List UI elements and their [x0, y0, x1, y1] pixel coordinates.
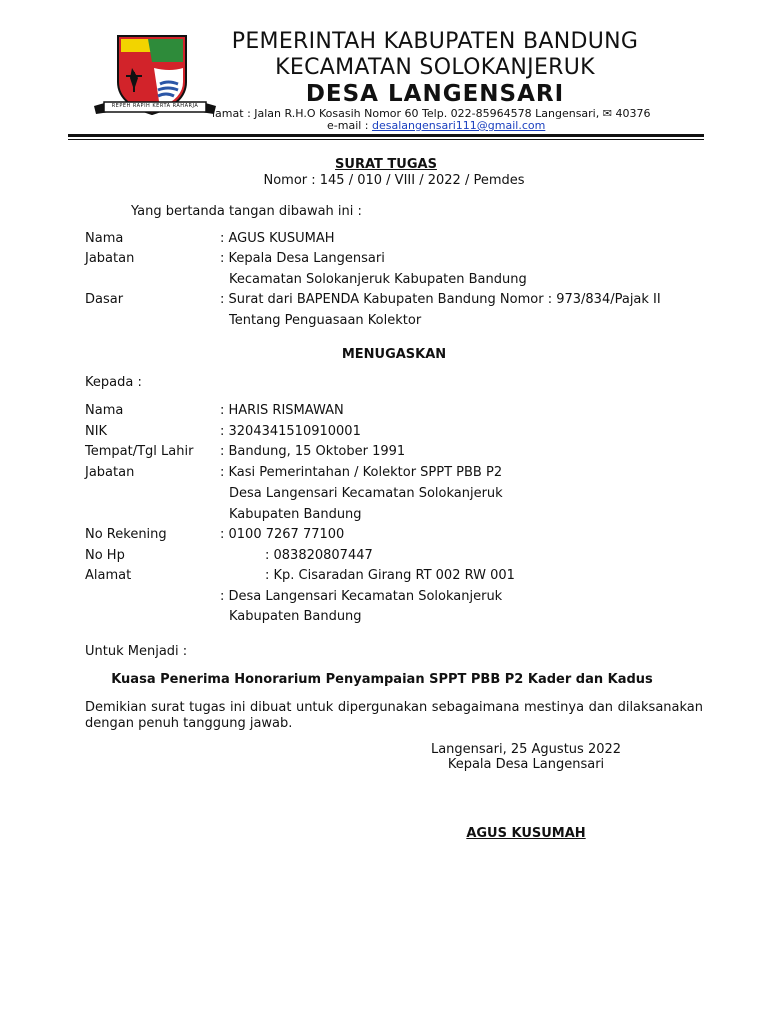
- assigns-heading: MENUGASKAN: [341, 347, 447, 362]
- basis-label: Dasar: [85, 292, 124, 307]
- purpose-label: Untuk Menjadi :: [85, 644, 188, 659]
- assignee-account-value: : 0100 7267 77100: [220, 527, 345, 542]
- assignee-birth-label: Tempat/Tgl Lahir: [85, 444, 194, 459]
- assignee-account-label: No Rekening: [85, 527, 167, 542]
- logo-motto: REPEH RAPIH KERTA RAHARJA: [111, 103, 199, 109]
- assignee-birth-value: : Bandung, 15 Oktober 1991: [220, 444, 406, 459]
- letter-number: Nomor : 145 / 010 / VIII / 2022 / Pemdes: [263, 173, 525, 188]
- letterhead-address: lamat : Jalan R.H.O Kosasih Nomor 60 Telp. 022-85964578 Langensari, ✉ 40376: [212, 107, 651, 120]
- signer-position-value-2: Kecamatan Solokanjeruk Kabupaten Bandung: [229, 272, 527, 287]
- letter-heading: SURAT TUGAS: [335, 157, 437, 172]
- assignee-position-label: Jabatan: [85, 465, 135, 480]
- signer-position-value-1: : Kepala Desa Langensari: [220, 251, 385, 266]
- signature-place-date: Langensari, 25 Agustus 2022: [430, 742, 622, 757]
- assignee-address-value-3: Kabupaten Bandung: [229, 609, 362, 624]
- assignee-position-value-3: Kabupaten Bandung: [229, 507, 362, 522]
- signer-name-label: Nama: [85, 231, 124, 246]
- email-link[interactable]: desalangensari111@gmail.com: [372, 119, 546, 132]
- basis-value-2: Tentang Penguasaan Kolektor: [229, 313, 422, 328]
- assignee-position-value-2: Desa Langensari Kecamatan Solokanjeruk: [229, 486, 503, 501]
- letterhead-government: PEMERINTAH KABUPATEN BANDUNG: [231, 29, 639, 54]
- closing-paragraph: Demikian surat tugas ini dibuat untuk dipergunakan sebagaimana mestinya dan dilaksanakan dengan penuh tanggung jawab.: [85, 700, 703, 731]
- email-label: e-mail :: [327, 119, 373, 132]
- assignee-address-value-1: : Kp. Cisaradan Girang RT 002 RW 001: [265, 568, 515, 583]
- letterhead-village: DESA LANGENSARI: [305, 81, 565, 107]
- letterhead-email-row: [327, 119, 545, 132]
- intro-text: Yang bertanda tangan dibawah ini :: [131, 204, 362, 219]
- assignee-phone-value: : 083820807447: [265, 548, 373, 563]
- assignee-name-label: Nama: [85, 403, 124, 418]
- assignee-phone-label: No Hp: [85, 548, 125, 563]
- signer-position-label: Jabatan: [85, 251, 135, 266]
- assignee-nik-label: NIK: [85, 424, 108, 439]
- assignee-name-value: : HARIS RISMAWAN: [220, 403, 344, 418]
- assignee-position-value-1: : Kasi Pemerintahan / Kolektor SPPT PBB P2: [220, 465, 503, 480]
- header-divider-thick: [68, 134, 704, 137]
- assignee-address-label: Alamat: [85, 568, 132, 583]
- signature-name: AGUS KUSUMAH: [466, 826, 586, 841]
- assignee-address-value-2: : Desa Langensari Kecamatan Solokanjeruk: [220, 589, 503, 604]
- header-divider-thin: [68, 139, 704, 140]
- signature-position: Kepala Desa Langensari: [447, 757, 605, 772]
- signer-name-value: : AGUS KUSUMAH: [220, 231, 335, 246]
- assignee-nik-value: : 3204341510910001: [220, 424, 361, 439]
- to-label: Kepada :: [85, 375, 142, 390]
- basis-value-1: : Surat dari BAPENDA Kabupaten Bandung Nomor : 973/834/Pajak II: [220, 292, 661, 307]
- letterhead-district: KECAMATAN SOLOKANJERUK: [275, 55, 595, 80]
- purpose-text: Kuasa Penerima Honorarium Penyampaian SPPT PBB P2 Kader dan Kadus: [111, 672, 653, 687]
